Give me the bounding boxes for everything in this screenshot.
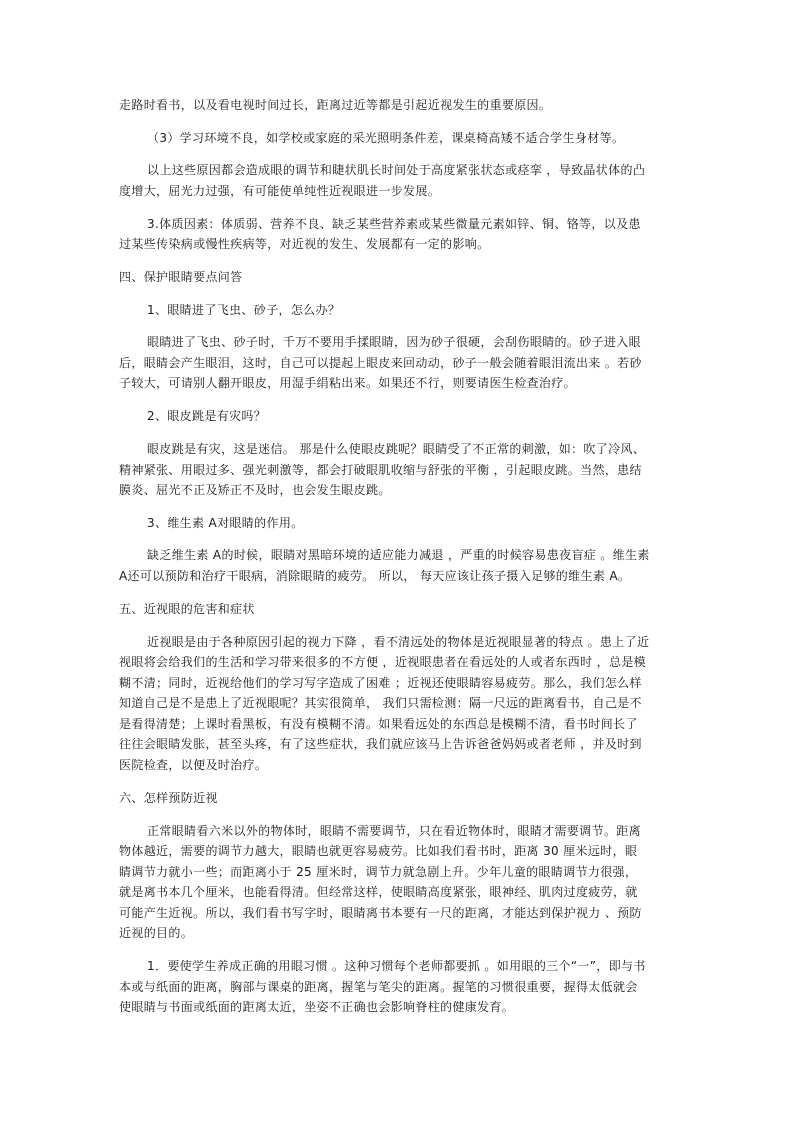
paragraph-line: 度增大，屈光力过强，有可能使单纯性近视眼进一步发展。: [119, 184, 441, 198]
paragraph-line: 子较大，可请别人翻开眼皮，用湿手绢粘出来。如果还不行，则要请医生检查治疗。: [119, 376, 576, 390]
paragraph-line: （3）学习环境不良，如学校或家庭的采光照明条件差，课桌椅高矮不适合学生身材等。: [147, 131, 625, 145]
question-heading: 3、维生素 A对眼睛的作用。: [147, 516, 304, 530]
paragraph-line: 医院检查，以便及时治疗。: [119, 758, 268, 772]
section-heading: 四、保护眼睛要点问答: [119, 270, 243, 284]
paragraph-line: 可能产生近视。所以，我们看书写字时，眼睛离书本要有一尺的距离，才能达到保护视力 、预防: [119, 906, 642, 920]
paragraph-line: 3.体质因素：体质弱、营养不良、缺乏某些营养素或某些微量元素如锌、铜、铬等，以及患: [147, 217, 641, 231]
paragraph-line: 睛调节力就小一些；而距离小于 25 厘米时，调节力就急剧上升。少年儿童的眼睛调节力很强，: [119, 865, 638, 879]
paragraph-line: 眼皮跳是有灾，这是迷信。 那是什么使眼皮跳呢？眼睛受了不正常的刺激，如：吹了冷风、: [147, 442, 646, 456]
paragraph-line: 走路时看书，以及看电视时间过长，距离过近等都是引起近视发生的重要原因。: [119, 98, 552, 112]
paragraph-line: 以上这些原因都会造成眼的调节和睫状肌长时间处于高度紧张状态或痉挛 ，导致晶状体的凸: [147, 163, 646, 177]
paragraph-line: 知道自己是不是患上了近视眼呢？其实很简单， 我们只需检测：隔一尺远的距离看书，自己是不: [119, 696, 642, 710]
paragraph-line: 后，眼睛会产生眼泪，这时，自己可以提起上眼皮来回动动，砂子一般会随着眼泪流出来 。若砂: [119, 356, 642, 370]
paragraph-line: 使眼睛与书面或纸面的距离太近，坐姿不正确也会影响脊柱的健康发育。: [119, 1000, 515, 1014]
paragraph-line: 本或与纸面的距离，胸部与课桌的距离，握笔与笔尖的距离。握笔的习惯很重要，握得太低就会: [119, 980, 638, 994]
question-heading: 2、眼皮跳是有灾吗？: [147, 409, 267, 423]
paragraph-line: 精神紧张、用眼过多、强光刺激等，都会打破眼肌收缩与舒张的平衡 ，引起眼皮跳。当然，患结: [119, 463, 642, 477]
paragraph-line: 就是离书本几个厘米，也能看得清。但经常这样，使眼睛高度紧张，眼神经、肌肉过度疲劳，就: [119, 885, 638, 899]
paragraph-line: 视眼将会给我们的生活和学习带来很多的不方便 ，近视眼患者在看远处的人或者东西时 ，总是模: [119, 655, 647, 669]
paragraph-line: 往往会眼睛发胀，甚至头疼，有了这些症状，我们就应该马上告诉爸爸妈妈或者老师 ，并及时到: [119, 737, 642, 751]
paragraph-line: 正常眼睛看六米以外的物体时，眼睛不需要调节，只在看近物体时，眼睛才需要调节。距离: [147, 824, 642, 838]
paragraph-line: 物体越近，需要的调节力越大，眼睛也就更容易疲劳。比如我们看书时，距离 30 厘米远时，眼: [119, 844, 638, 858]
paragraph-line: 过某些传染病或慢性疾病等，对近视的发生、发展都有一定的影响。: [119, 237, 490, 251]
section-heading: 五、近视眼的危害和症状: [119, 602, 255, 616]
question-heading: 1、眼睛进了飞虫、砂子，怎么办？: [147, 303, 341, 317]
paragraph-line: 1．要使学生养成正确的用眼习惯 。这种习惯每个老师都要抓 。如用眼的三个“一”，即与书: [147, 959, 646, 973]
paragraph-line: A还可以预防和治疗干眼病，消除眼睛的疲劳。 所以， 每天应该让孩子摄入足够的维生素 A。: [119, 569, 631, 583]
paragraph-line: 膜炎、屈光不正及矫正不及时，也会发生眼皮跳。: [119, 483, 391, 497]
section-heading: 六、怎样预防近视: [119, 791, 218, 805]
paragraph-line: 缺乏维生素 A的时候，眼睛对黑暗环境的适应能力减退 ，严重的时候容易患夜盲症 。维生素: [147, 548, 650, 562]
paragraph-line: 糊不清；同时，近视给他们的学习写字造成了困难 ；近视还使眼睛容易疲劳。那么，我们怎么样: [119, 676, 642, 690]
paragraph-line: 眼睛进了飞虫、砂子时，千万不要用手揉眼睛，因为砂子很硬，会刮伤眼睛的。砂子进入眼: [147, 335, 642, 349]
paragraph-line: 是看得清楚；上课时看黑板，有没有模糊不清。如果看远处的东西总是模糊不清，看书时间长了: [119, 717, 638, 731]
paragraph-line: 近视的目的。: [119, 926, 194, 940]
paragraph-line: 近视眼是由于各种原因引起的视力下降 ，看不清远处的物体是近视眼显著的特点 。患上了近: [147, 635, 650, 649]
